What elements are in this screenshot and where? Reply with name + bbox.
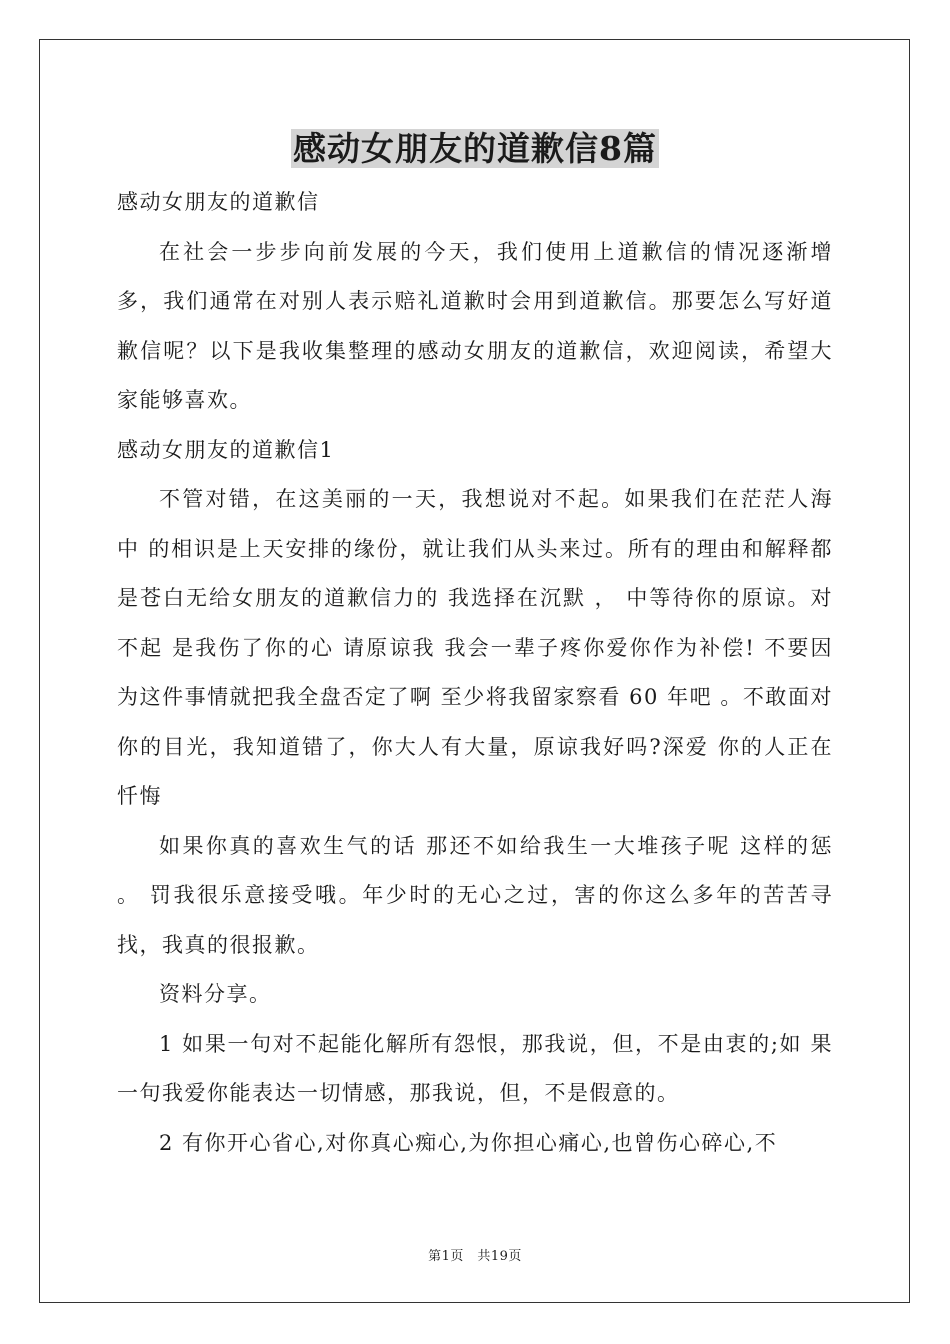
- paragraph: 不管对错，在这美丽的一天，我想说对不起。如果我们在茫茫人海中 的相识是上天安排的缘份，就让我们从头来过。所有的理由和解释都是苍白无给女朋友的道歉信力的 我选择在沉默 ， 中等待你的原谅。对不起 是我伤了你的心 请原谅我 我会一辈子疼你爱你作为补偿! 不要因为这件事情就把我全盘否定了啊 至少将我留家察看 60 年吧 。不敢面对你的目光，我知道错了，你大人有大量，原谅我好吗?深爱 你的人正在忏悔: [117, 487, 833, 808]
- paragraph: 感动女朋友的道歉信1: [117, 437, 335, 462]
- paragraph: 资料分享。: [159, 982, 272, 1006]
- document-body: [117, 178, 833, 1168]
- paragraph: 2 有你开心省心,对你真心痴心,为你担心痛心,也曾伤心碎心,不: [159, 1130, 778, 1155]
- document-title: [0, 128, 950, 170]
- paragraph: 在社会一步步向前发展的今天，我们使用上道歉信的情况逐渐增多，我们通常在对别人表示赔礼道歉时会用到道歉信。那要怎么写好道歉信呢？以下是我收集整理的感动女朋友的道歉信，欢迎阅读，希望大家能够喜欢。: [117, 239, 833, 412]
- paragraph: 1 如果一句对不起能化解所有怨恨，那我说，但，不是由衷的;如 果一句我爱你能表达一切情感，那我说，但，不是假意的。: [117, 1031, 833, 1105]
- title-text: 感动女朋友的道歉信8篇: [293, 129, 657, 168]
- page-footer: 第1页 共19页: [428, 1249, 522, 1264]
- paragraph: 感动女朋友的道歉信: [117, 190, 320, 214]
- paragraph: 如果你真的喜欢生气的话 那还不如给我生一大堆孩子呢 这样的惩 。 罚我很乐意接受哦。年少时的无心之过，害的你这么多年的苦苦寻找，我真的很报歉。: [117, 833, 833, 957]
